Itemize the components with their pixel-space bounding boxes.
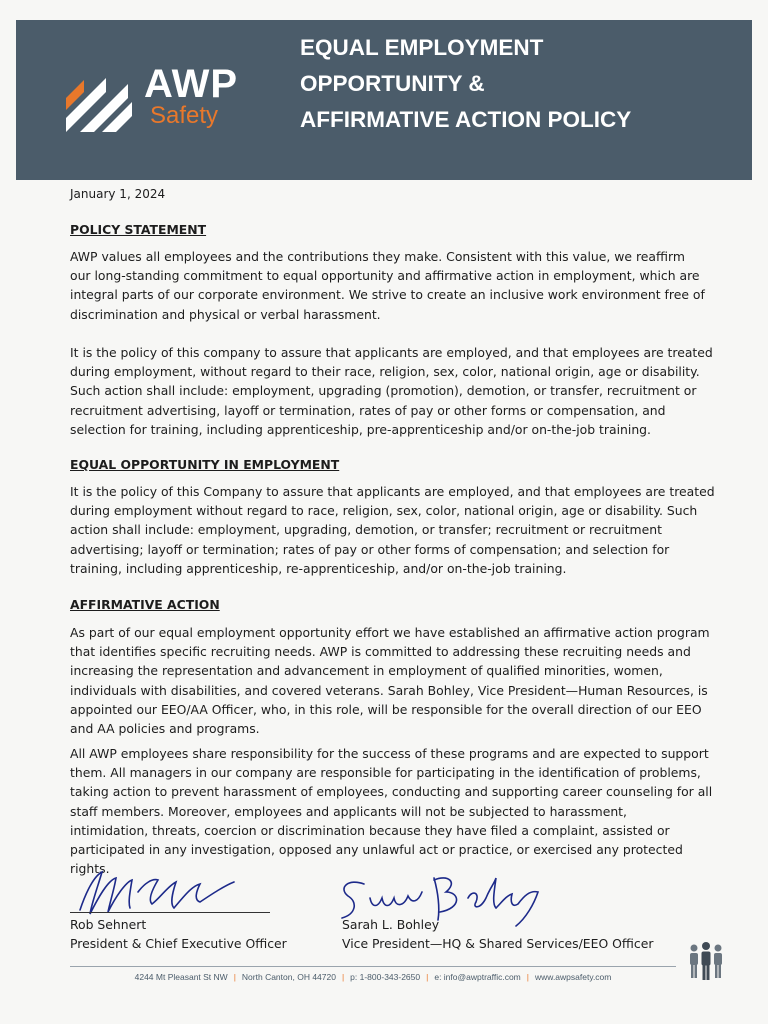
policy-statement-paragraph-2 xyxy=(70,343,713,439)
text-line: It is the policy of this company to assure that applicants are employed, and that employees are treated xyxy=(70,345,713,360)
text-line: discrimination and physical or verbal harassment. xyxy=(70,306,381,322)
text-line: integral parts of our corporate environment. We strive to create an inclusive work environment free of xyxy=(70,287,705,303)
document-date: January 1, 2024 xyxy=(70,187,166,201)
header-banner xyxy=(16,20,752,180)
footer-address: 4244 Mt Pleasant St NW xyxy=(134,972,228,982)
document-title xyxy=(300,30,740,138)
text-line: All AWP employees share responsibility for the success of these programs and are expected to support xyxy=(70,746,709,761)
text-line: advertising; layoff or termination; rates of pay or other forms of compensation; and selection for xyxy=(70,541,670,557)
footer-divider xyxy=(70,966,676,967)
text-line: during employment without regard to race, religion, sex, color, national origin, age or disability. Such xyxy=(70,503,698,519)
equal-opportunity-paragraph xyxy=(70,482,715,578)
text-line: It is the policy of this Company to assure that applicants are employed, and that employees are treated xyxy=(70,484,715,499)
text-line: rights. xyxy=(70,861,110,877)
text-line: As part of our equal employment opportunity effort we have established an affirmative action program xyxy=(70,625,710,640)
footer-website: www.awpsafety.com xyxy=(535,972,612,982)
signatory-name: Sarah L. Bohley xyxy=(342,917,440,932)
text-line: training, including apprenticeship, re-apprenticeship, and/or on-the-job training. xyxy=(70,560,567,576)
section-heading-policy-statement: POLICY STATEMENT xyxy=(70,222,207,237)
signatory-name: Rob Sehnert xyxy=(70,917,147,932)
text-line: Such action shall include: employment, upgrading (promotion), demotion, or transfer, recruitment or xyxy=(70,383,697,399)
text-line: and AA policies and programs. xyxy=(70,721,260,737)
title-line: OPPORTUNITY & xyxy=(300,71,485,96)
text-line: selection for training, including apprenticeship, pre-apprenticeship and/or on-the-job training. xyxy=(70,421,651,437)
logo-subtitle: Safety xyxy=(150,102,219,129)
separator: | xyxy=(233,972,236,982)
people-group-icon xyxy=(686,940,726,982)
text-line: participated in any investigation, opposed any unlawful act or practice, or exercised any protected xyxy=(70,842,683,858)
separator: | xyxy=(341,972,345,982)
title-line: EQUAL EMPLOYMENT xyxy=(300,35,544,60)
signature-line xyxy=(70,912,270,913)
text-line: that identifies specific recruiting needs. AWP is committed to addressing these recruiting needs and xyxy=(70,644,691,660)
policy-statement-paragraph-1 xyxy=(70,247,710,324)
title-line: AFFIRMATIVE ACTION POLICY xyxy=(300,107,632,132)
text-line: intimidation, threats, coercion or discrimination because they have filed a complaint, assisted or xyxy=(70,822,670,838)
footer-phone: p: 1-800-343-2650 xyxy=(350,972,421,982)
text-line: our long-standing commitment to equal opportunity and affirmative action in employment, which are xyxy=(70,268,700,284)
text-line: staff members. Moreover, employees and applicants will not be subjected to harassment, xyxy=(70,803,627,819)
footer-city: North Canton, OH 44720 xyxy=(241,972,336,982)
text-line: individuals with disabilities, and covered veterans. Sarah Bohley, Vice President—Human Resources, is xyxy=(70,682,708,698)
separator: | xyxy=(526,972,529,982)
separator: | xyxy=(426,972,429,982)
affirmative-action-paragraph-2 xyxy=(70,744,713,878)
signature-line xyxy=(340,912,540,913)
section-heading-equal-opportunity: EQUAL OPPORTUNITY IN EMPLOYMENT xyxy=(70,457,340,472)
awp-stripes-logo-icon xyxy=(66,58,136,134)
text-line: them. All managers in our company are responsible for participating in the identification of problems, xyxy=(70,765,701,781)
affirmative-action-paragraph-1 xyxy=(70,623,710,738)
text-line: recruitment advertising, layoff or termination, rates of pay or other forms or compensation, and xyxy=(70,402,666,418)
signatory-title: President & Chief Executive Officer xyxy=(70,936,287,951)
signatory-title: Vice President—HQ & Shared Services/EEO Officer xyxy=(342,936,654,951)
text-line: action shall include: employment, upgrading, demotion, or transfer; recruitment or recruitment xyxy=(70,522,662,538)
footer-contact xyxy=(70,972,676,982)
text-line: AWP values all employees and the contributions they make. Consistent with this value, we reaffirm xyxy=(70,249,685,264)
text-line: increasing the representation and advancement in employment of qualified minorities, women, xyxy=(70,663,663,679)
text-line: appointed our EEO/AA Officer, who, in this role, will be responsible for the overall direction of our EEO xyxy=(70,701,702,717)
section-heading-affirmative-action: AFFIRMATIVE ACTION xyxy=(70,597,220,612)
text-line: taking action to prevent harassment of employees, conducting and supporting career counseling for all xyxy=(70,784,713,800)
logo-wordmark: AWP xyxy=(144,62,239,106)
text-line: during employment, without regard to their race, religion, sex, color, national origin, age or disability. xyxy=(70,364,700,380)
footer-email: e: info@awptraffic.com xyxy=(434,972,521,982)
